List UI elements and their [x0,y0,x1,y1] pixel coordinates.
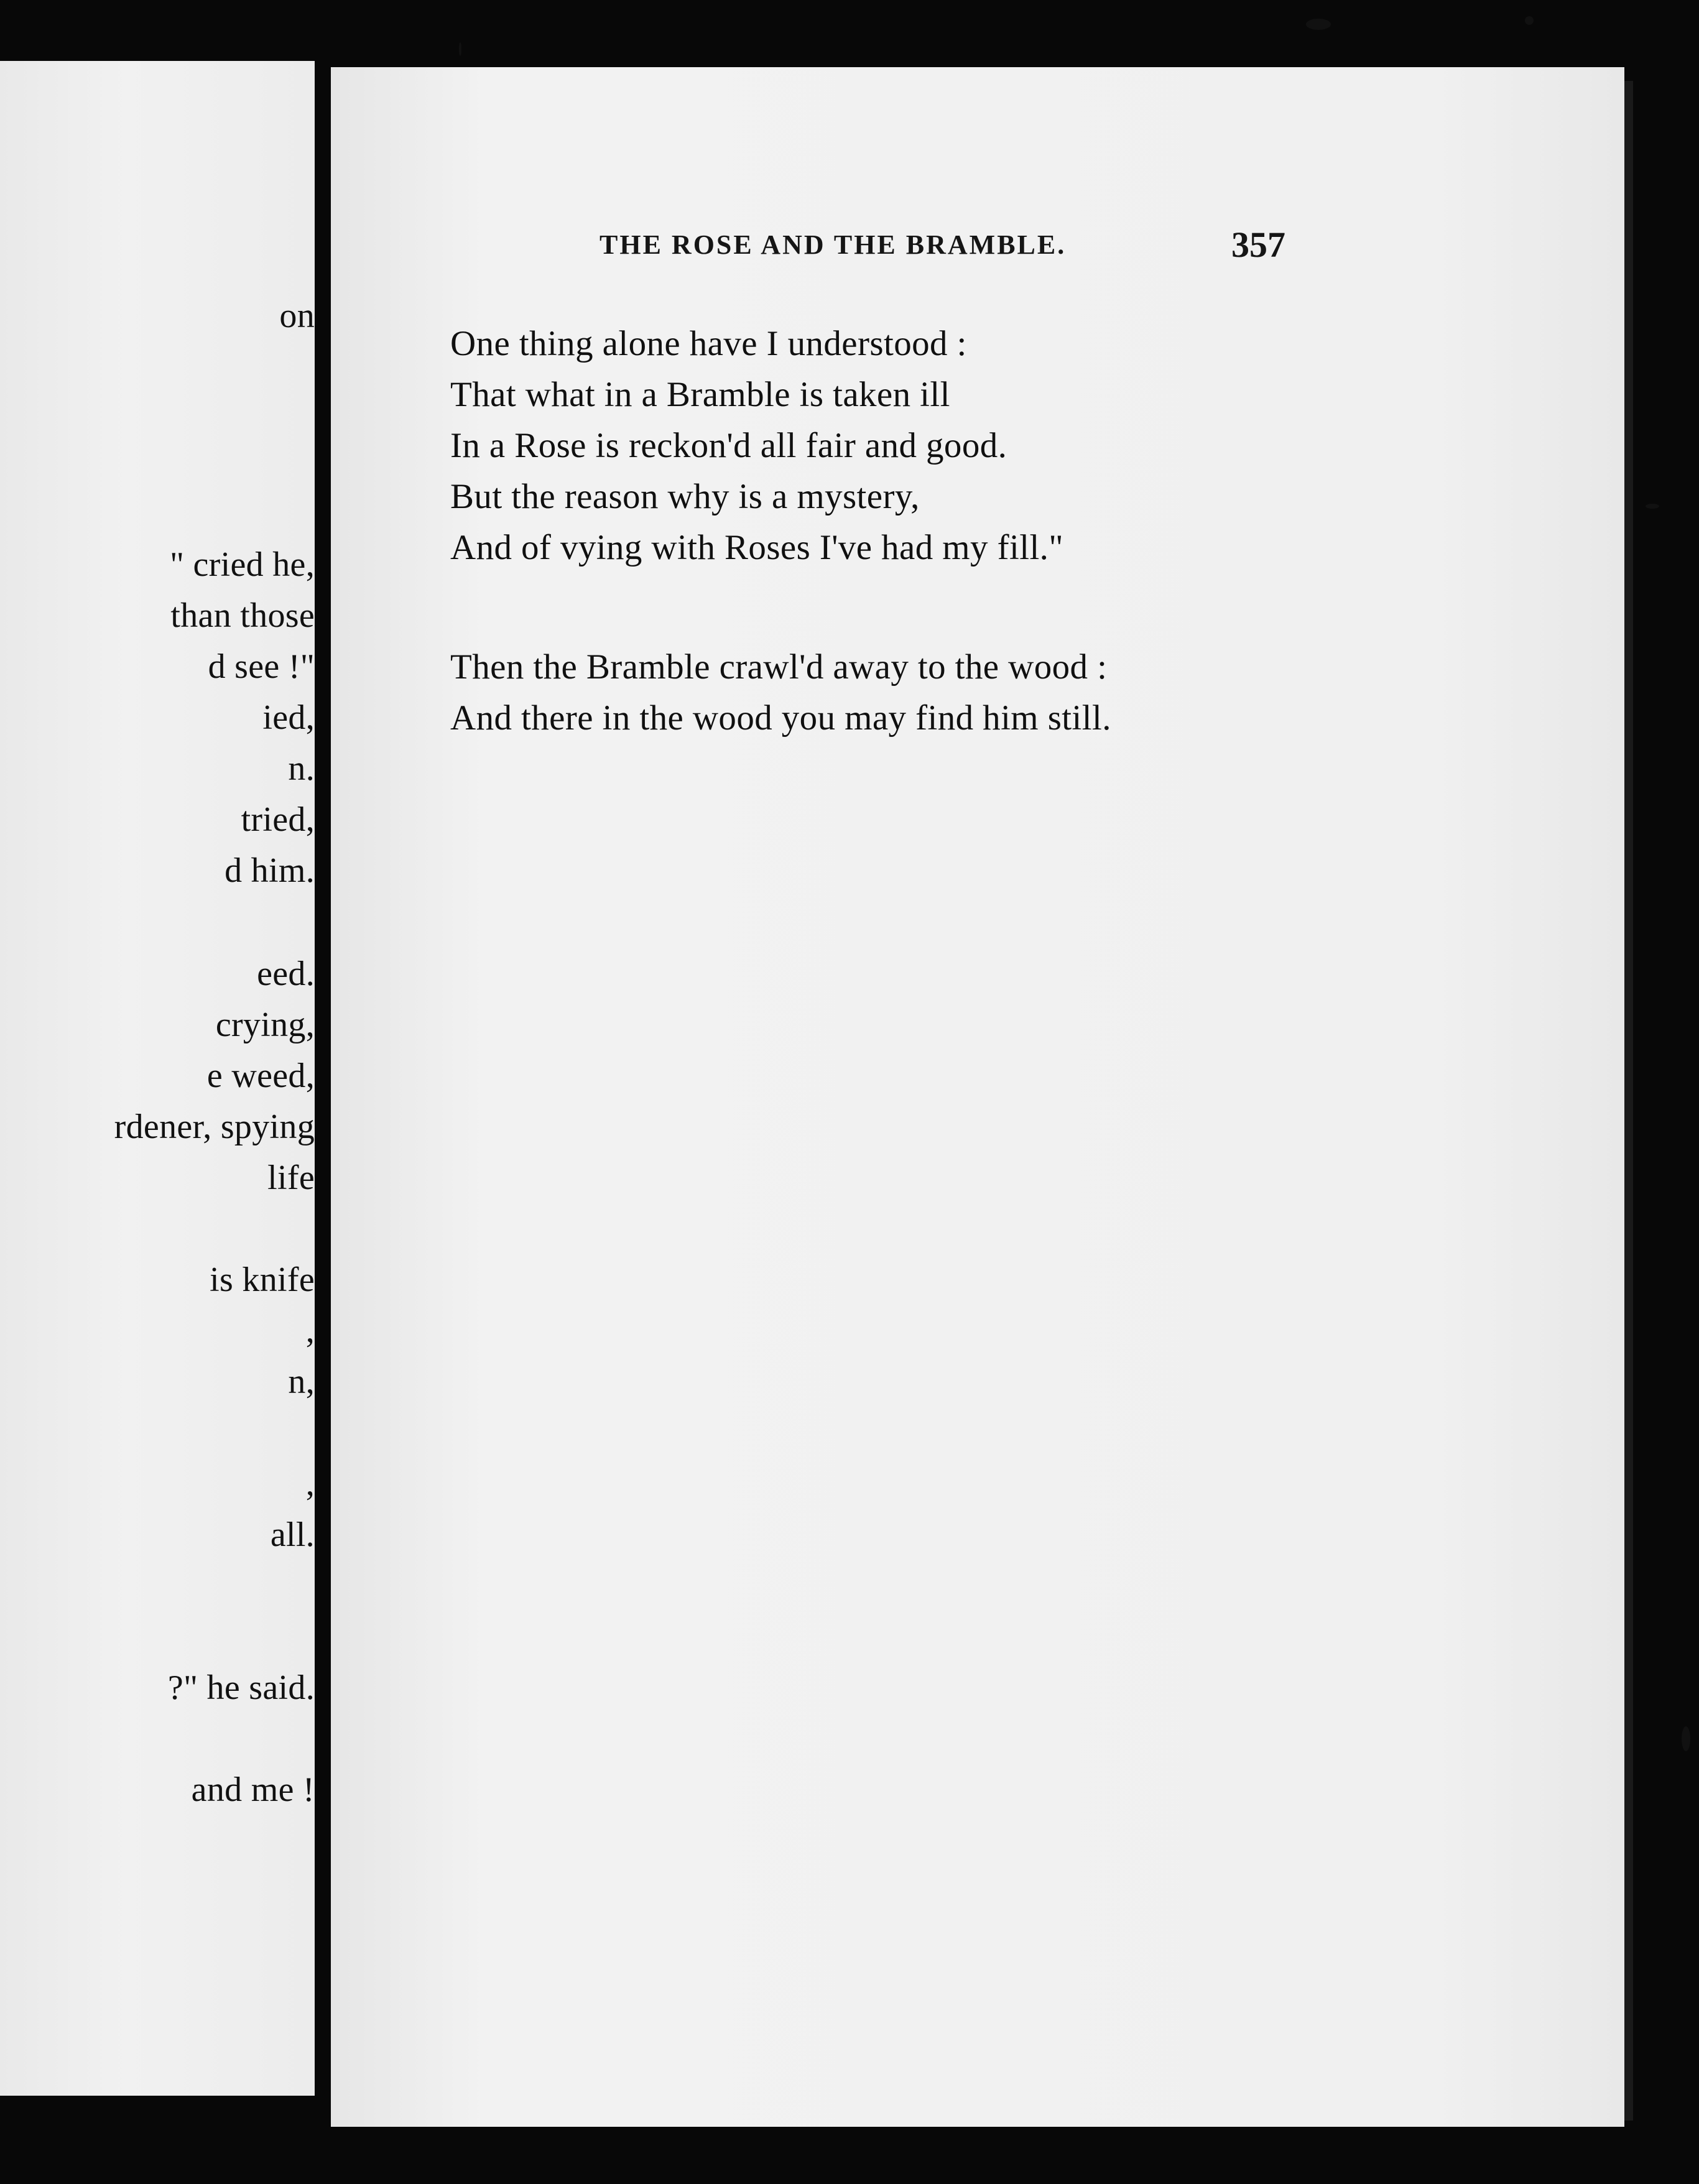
page-edge-shadow [1624,81,1633,2121]
left-line: ?" he said. [167,1668,315,1707]
verse-line: That what in a Bramble is taken ill [450,375,950,414]
dust-speck [459,42,461,56]
verse-line: But the reason why is a mystery, [450,477,920,516]
left-line: eed. [257,955,315,993]
verse-line: In a Rose is reckon'd all fair and good. [450,426,1007,465]
running-head: THE ROSE AND THE BRAMBLE. [600,229,1067,260]
left-line: than those [170,596,315,635]
left-line: on [279,297,315,335]
left-line: , [305,1312,315,1350]
left-line: rdener, spying [114,1108,315,1146]
left-line: e weed, [206,1057,315,1095]
left-line: tried, [241,800,315,839]
page-number: 357 [1231,224,1285,265]
left-line: , [305,1464,315,1503]
verse-line: And of vying with Roses I've had my fill." [450,528,1063,567]
left-line: " cried he, [170,545,315,584]
left-line: life [267,1159,315,1197]
left-line: crying, [215,1006,315,1044]
verse-line: One thing alone have I understood : [450,324,967,363]
dust-speck [1646,504,1659,509]
dust-speck [1682,1726,1690,1751]
dust-speck [1525,16,1534,25]
left-line: all. [270,1515,315,1554]
left-line: d him. [225,851,315,890]
dust-speck [1306,19,1331,30]
left-line: d see !" [208,647,315,686]
left-line: is knife [210,1261,315,1299]
left-line: and me ! [191,1770,315,1809]
left-line: n. [288,749,315,788]
left-line: ied, [262,698,315,737]
left-page-text [0,61,315,2096]
left-page [0,61,315,2096]
verse-line: Then the Bramble crawl'd away to the wood : [450,647,1108,687]
left-line: n, [288,1363,315,1401]
verse-line: And there in the wood you may find him still. [450,698,1111,738]
